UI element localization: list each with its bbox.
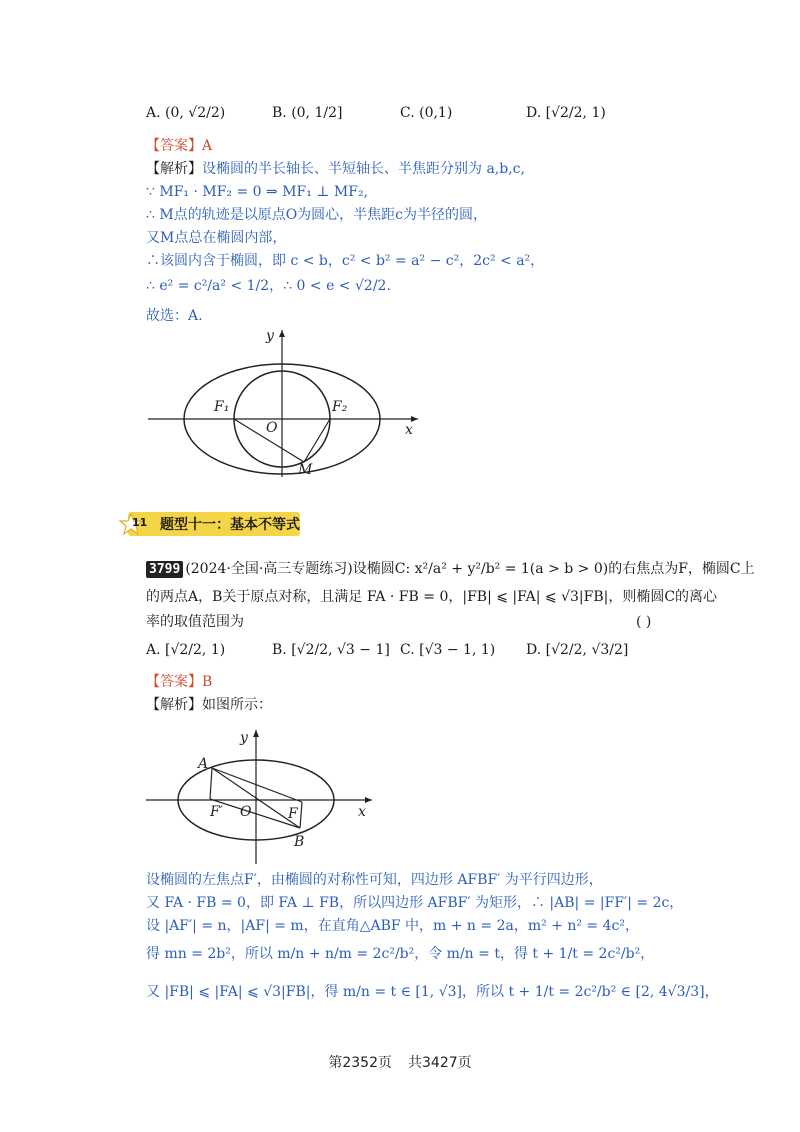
q2-option-d: D. [√2/2, √3/2]	[526, 642, 629, 658]
q2-stem-text-1: (2024·全国·高三专题练习)设椭圆C: x²/a² + y²/b² = 1(a > b > 0)的右焦点为F，椭圆C上	[185, 561, 755, 577]
q1-answer	[146, 136, 212, 156]
q1-analysis-line-7: 故选：A.	[146, 308, 203, 324]
q1-label-f2: F₂	[332, 399, 348, 415]
q2-stem-line-1	[146, 559, 755, 579]
q1-label-x: x	[405, 422, 413, 438]
q2-analysis-label: 【解析】	[146, 697, 202, 713]
section-number: 11	[132, 516, 148, 529]
q1-label-f1: F₁	[214, 399, 230, 415]
section-banner	[118, 512, 300, 536]
q1-option-a: A. (0, √2/2)	[146, 105, 226, 121]
q1-analysis-line-3: ∴ M点的轨迹是以原点O为圆心，半焦距c为半径的圆，	[146, 207, 488, 223]
q1-option-c: C. (0,1)	[400, 105, 453, 121]
q1-option-b: B. (0, 1/2]	[272, 105, 343, 121]
q2-label-a: A	[198, 756, 209, 772]
q1-option-d: D. [√2/2, 1)	[526, 105, 606, 121]
q1-label-o: O	[266, 420, 278, 436]
q2-answer-value: B	[202, 674, 213, 690]
q2-analysis-line-0	[146, 695, 272, 715]
q2-label-y: y	[240, 730, 248, 746]
q2-analysis-line-2: 又 FA · FB = 0，即 FA ⊥ FB，所以四边形 AFBF′ 为矩形，∴ |AB| = |FF′| = 2c，	[146, 895, 684, 911]
q2-analysis-line-5: 又 |FB| ⩽ |FA| ⩽ √3|FB|，得 m/n = t ∈ [1, √3]，所以 t + 1/t = 2c²/b² ∈ [2, 4√3/3]，	[146, 984, 719, 1000]
q2-analysis-line-4: 得 mn = 2b²，所以 m/n + n/m = 2c²/b²，令 m/n = t，得 t + 1/t = 2c²/b²，	[146, 946, 655, 962]
q2-number-badge: 3799	[146, 561, 183, 578]
q2-label-o: O	[240, 804, 252, 820]
page-total: 共3427页	[408, 1055, 472, 1071]
q1-label-m: M	[298, 462, 313, 478]
q1-label-y: y	[266, 328, 274, 344]
section-title: 题型十一：基本不等式	[160, 517, 300, 533]
q2-answer-parenthesis: ( )	[636, 614, 652, 630]
q2-segment-a-f	[212, 768, 302, 802]
q2-analysis-first: 如图所示：	[202, 697, 272, 713]
q2-answer-label: 【答案】	[146, 674, 202, 690]
q1-answer-value: A	[202, 138, 213, 154]
q1-analysis-text-1: 设椭圆的半长轴长、半短轴长、半焦距分别为 a,b,c,	[202, 161, 525, 177]
q2-analysis-line-1: 设椭圆的左焦点F′，由椭圆的对称性可知，四边形 AFBF′ 为平行四边形，	[146, 872, 603, 888]
q1-analysis-line-2: ∵ MF₁ · MF₂ = 0 ⇒ MF₁ ⊥ MF₂,	[146, 184, 369, 200]
q2-option-c: C. [√3 − 1, 1)	[400, 642, 496, 658]
q1-y-axis-arrow	[279, 330, 285, 337]
q2-segment-fp-a	[210, 768, 212, 799]
q2-option-a: A. [√2/2, 1)	[146, 642, 226, 658]
q2-analysis-line-3: 设 |AF′| = n，|AF| = m，在直角△ABF 中，m + n = 2a，m² + n² = 4c²，	[146, 918, 639, 934]
q2-option-b: B. [√2/2, √3 − 1]	[272, 642, 390, 658]
q1-ellipse-figure	[140, 322, 430, 482]
q1-analysis-line-6: ∴ e² = c²/a² < 1/2，∴ 0 < e < √2/2.	[146, 278, 391, 294]
q1-segment-f2-m	[304, 419, 330, 462]
q2-ellipse-figure	[140, 722, 380, 867]
q2-answer	[146, 672, 212, 692]
q1-answer-label: 【答案】	[146, 138, 202, 154]
q2-x-axis-arrow	[365, 797, 372, 803]
q2-segment-f-b	[300, 802, 302, 828]
q1-analysis-label: 【解析】	[146, 161, 202, 177]
q1-analysis-line-5: ∴该圆内含于椭圆，即 c < b，c² < b² = a² − c²，2c² < a²，	[146, 253, 545, 269]
q2-segment-b-fp	[210, 799, 300, 828]
q1-analysis-line-4: 又M点总在椭圆内部，	[146, 230, 287, 246]
q2-y-axis-arrow	[253, 730, 259, 737]
page-footer	[0, 1052, 800, 1072]
q1-analysis-line-1	[146, 159, 525, 179]
page-number: 第2352页	[328, 1055, 392, 1071]
q2-label-b: B	[294, 834, 305, 850]
q2-label-fp: F′	[210, 804, 223, 820]
q2-stem-line-3: 率的取值范围为	[146, 614, 244, 630]
q2-stem-line-2: 的两点A，B关于原点对称，且满足 FA · FB = 0，|FB| ⩽ |FA| ⩽ √3|FB|，则椭圆C的离心	[146, 589, 718, 605]
q2-label-f: F	[288, 806, 298, 822]
q2-label-x: x	[358, 804, 366, 820]
